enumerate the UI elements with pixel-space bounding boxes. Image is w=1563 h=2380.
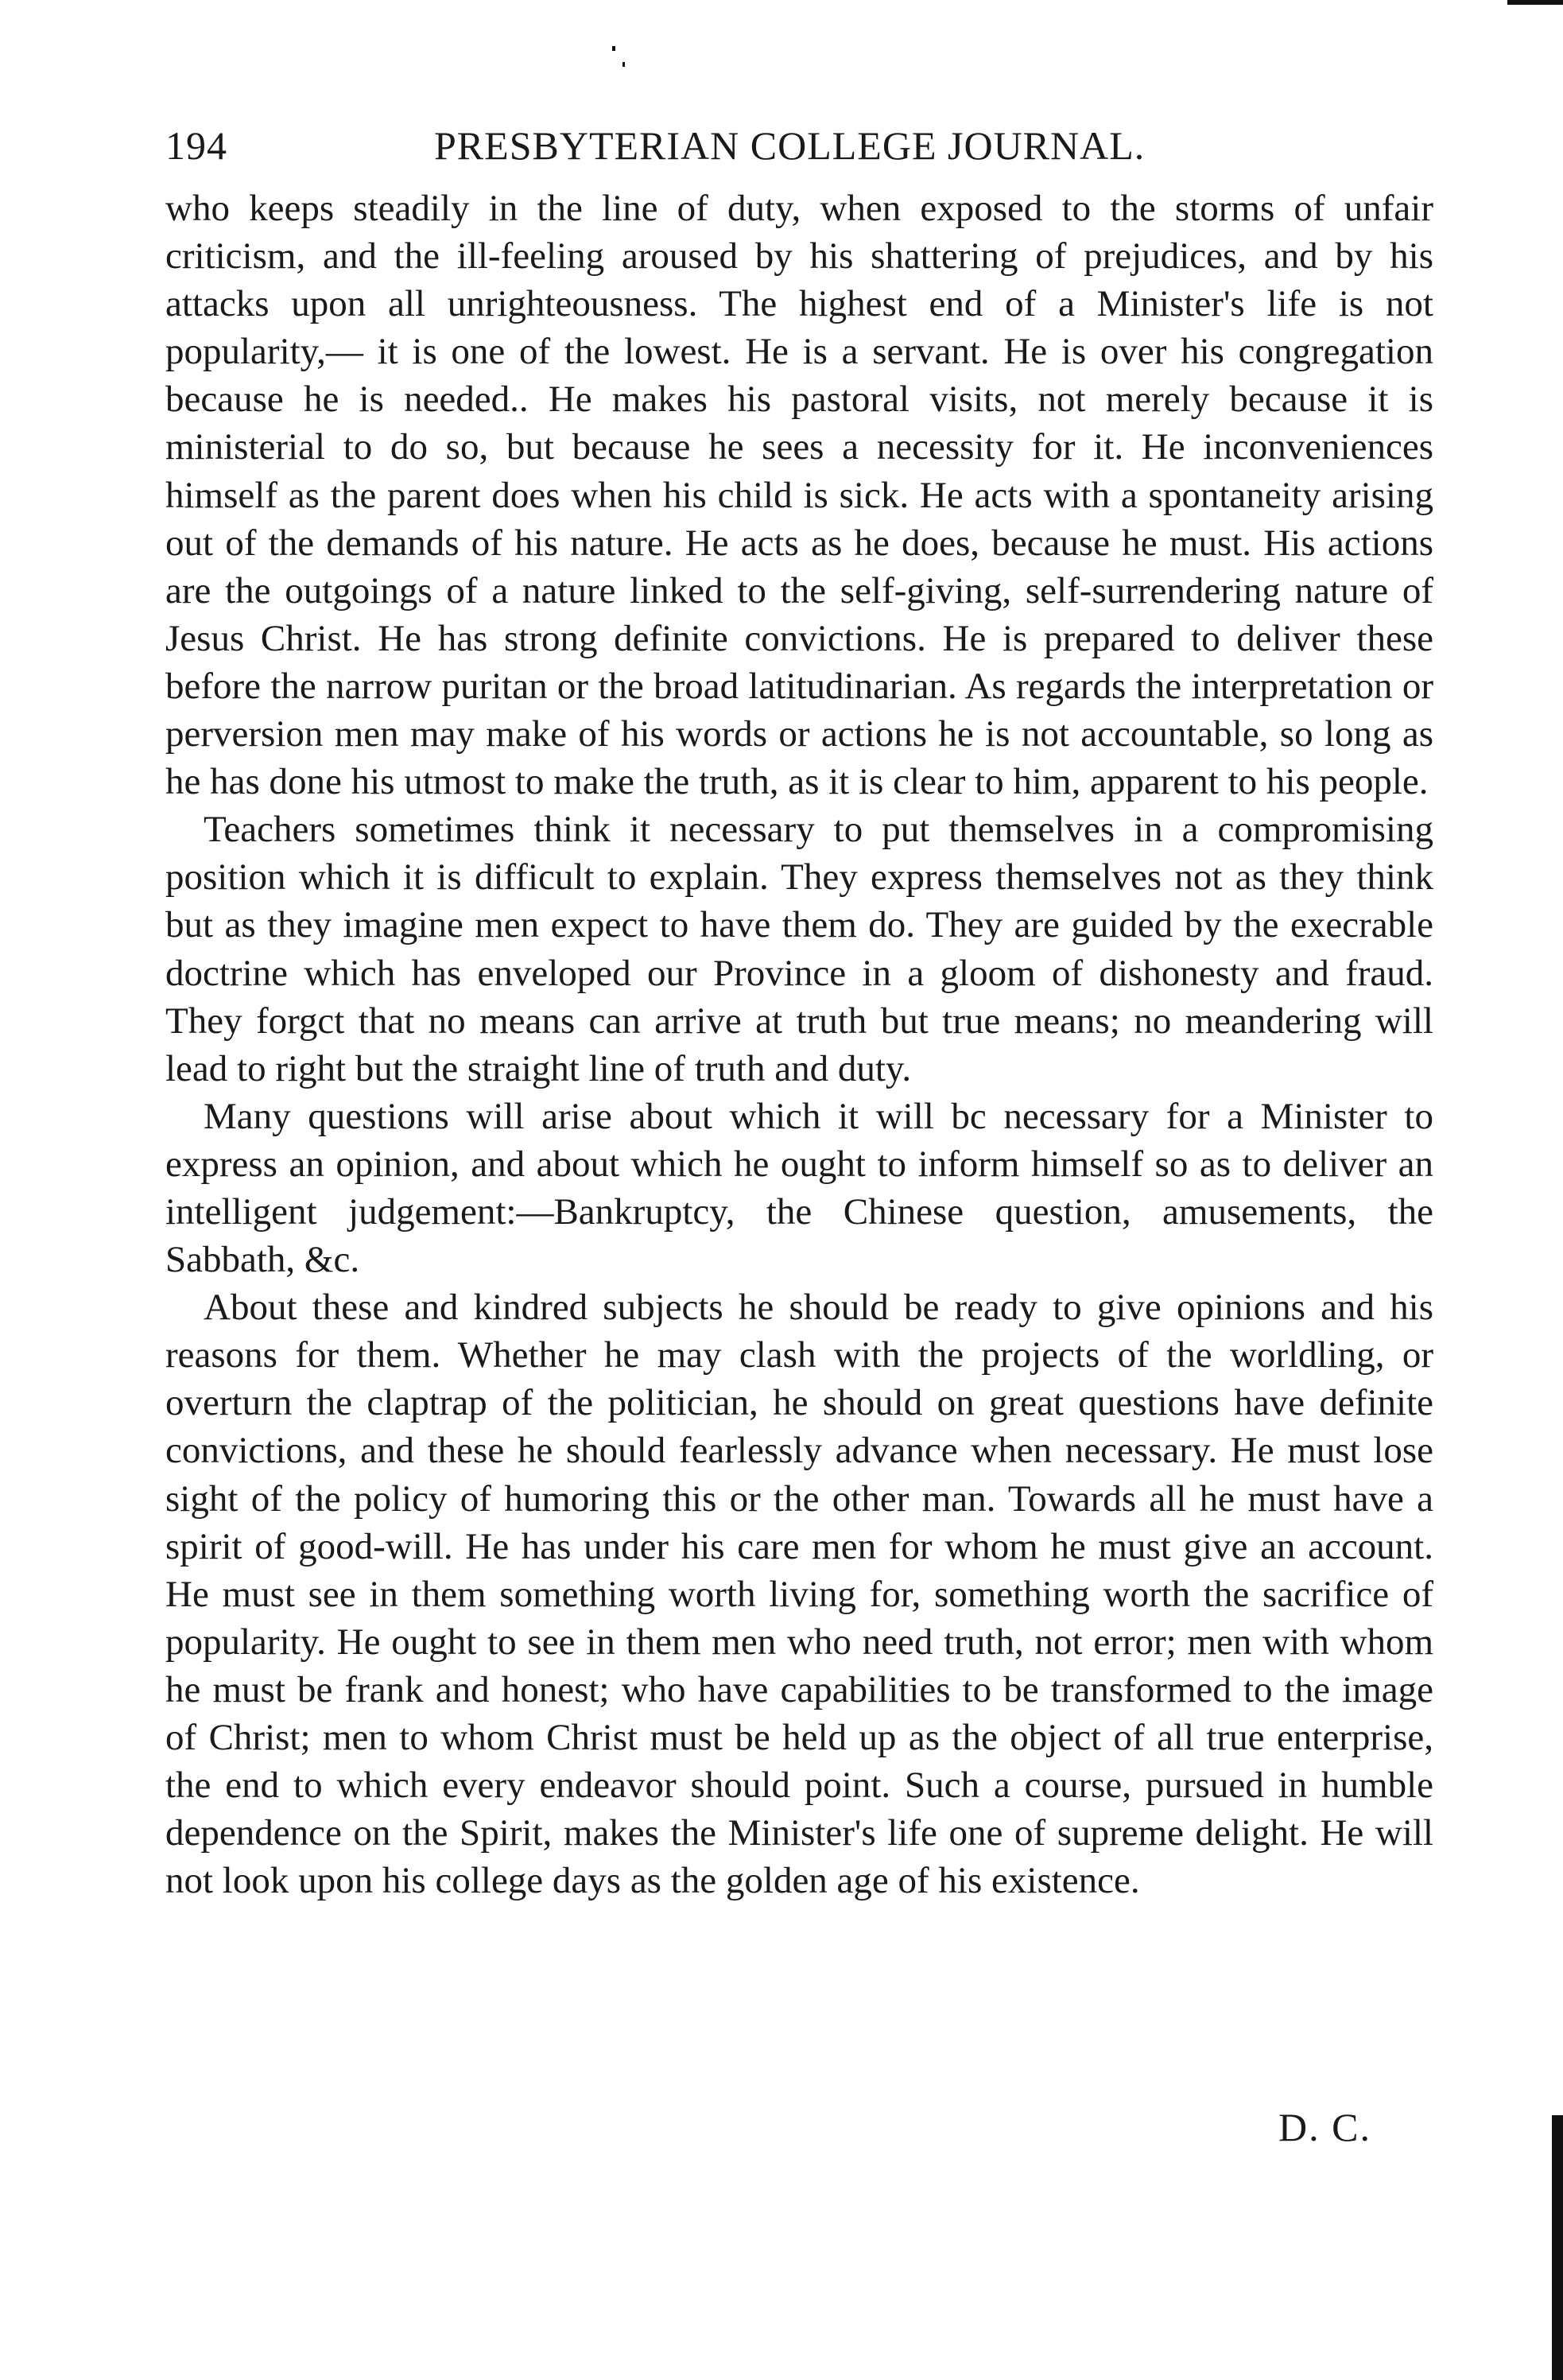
paragraph: Teachers sometimes think it necessary to put themselves in a compromising position which it is difficult to explain. They express themselves not as they think but as they imagine men expect to have them do. They are guided by the execrable doctrine which has enveloped our Province in a gloom of dishonesty and fraud. They forgct that no means can arrive at truth but true means; no meandering will lead to right but the straight line of truth and duty. [165, 809, 1433, 1089]
scan-speck [612, 46, 615, 51]
page-header [165, 118, 1406, 173]
paragraph: Many questions will arise about which it will bc necessary for a Minister to express an opinion, and about which he ought to inform himself so as to deliver an intelligent judgement:—Bankruptcy, the Chinese question, amusements, the Sabbath, &c. [165, 1095, 1433, 1281]
page-number: 194 [165, 123, 227, 168]
scan-speck [622, 62, 625, 67]
article-body [165, 184, 1433, 1904]
paragraph-continued: who keeps steadily in the line of duty, when exposed to the storms of unfair criticism, and the ill-feeling aroused by his shattering of prejudices, and by his attacks upon all unrighteousness. The highest end of a Minister's life is not popularity,— it is one of the lowest. He is a servant. He is over his congregation because he is needed.. He makes his pastoral visits, not merely because it is ministerial to do so, but because he sees a necessity for it. He inconveniences himself as the parent does when his child is sick. He acts with a spontaneity arising out of the demands of his nature. He acts as he does, because he must. His actions are the outgoings of a nature linked to the self-giving, self-surrendering nature of Jesus Christ. He has strong definite convictions. He is prepared to deliver these before the narrow puritan or the broad latitudinarian. As regards the interpretation or perversion men may make of his words or actions he is not accountable, so long as he has done his utmost to make the truth, as it is clear to him, apparent to his people. [165, 188, 1433, 803]
scan-edge-rule [1507, 0, 1563, 5]
paragraph: About these and kindred subjects he should be ready to give opinions and his reasons for them. Whether he may clash with the projects of the worldling, or overturn the claptrap of the politician, he should on great questions have definite convictions, and these he should fearlessly advance when necessary. He must lose sight of the policy of humoring this or the other man. Towards all he must have a spirit of good-will. He has under his care men for whom he must give an account. He must see in them something worth living for, something worth the sacrifice of popularity. He ought to see in them men who need truth, not error; men with whom he must be frank and honest; who have capabilities to be transformed to the image of Christ; men to whom Christ must be held up as the object of all true enterprise, the end to which every endeavor should point. Such a course, pursued in humble dependence on the Spirit, makes the Minister's life one of supreme delight. He will not look upon his college days as the golden age of his existence. [165, 1287, 1433, 1902]
scan-edge-bar [1552, 2115, 1563, 2380]
running-title: PRESBYTERIAN COLLEGE JOURNAL. [434, 123, 1146, 168]
author-signature: D. C. [1278, 2105, 1371, 2149]
